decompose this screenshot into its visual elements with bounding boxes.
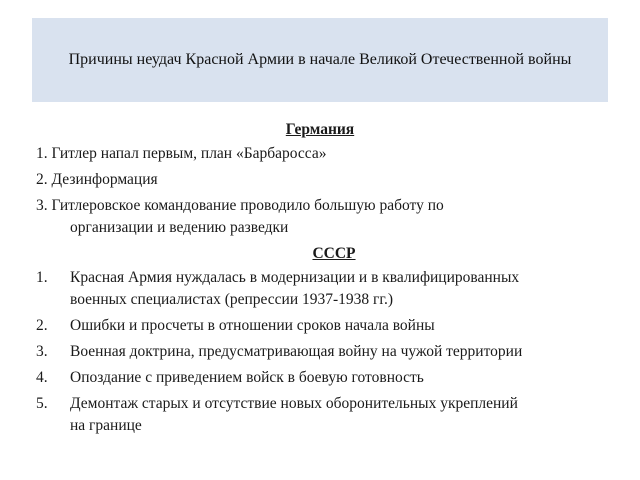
ussr-item-4-text: Опоздание с приведением войск в боевую готовность	[70, 369, 424, 386]
ussr-item-1-line2: военных специалистах (репрессии 1937-1938 гг.)	[70, 291, 394, 308]
ussr-item-5-text	[70, 393, 604, 437]
germany-heading: Германия	[285, 121, 355, 138]
ussr-item-5	[36, 393, 604, 437]
slide-title: Причины неудач Красной Армии в начале Великой Отечественной войны	[68, 51, 572, 68]
ussr-item-3-number: 3.	[36, 343, 48, 360]
ussr-item-1-number: 1.	[36, 269, 48, 286]
ussr-item-2-number: 2.	[36, 317, 48, 334]
ussr-item-2-text: Ошибки и просчеты в отношении сроков начала войны	[70, 317, 435, 334]
slide-content	[36, 119, 604, 441]
germany-item-1: 1. Гитлер напал первым, план «Барбаросса»	[36, 145, 327, 162]
germany-item-2: 2. Дезинформация	[36, 171, 158, 188]
ussr-item-2	[36, 315, 604, 337]
ussr-item-5-line1: Демонтаж старых и отсутствие новых оборонительных укреплений	[70, 395, 518, 412]
germany-item-3-line2: организации и ведению разведки	[70, 219, 289, 236]
germany-item-3	[36, 195, 604, 239]
ussr-item-4-number: 4.	[36, 369, 48, 386]
germany-item-3-line1: 3. Гитлеровское командование проводило большую работу по	[36, 197, 444, 214]
ussr-item-5-line2: на границе	[70, 417, 142, 434]
ussr-heading: СССР	[312, 245, 356, 262]
slide-title-box	[32, 18, 608, 102]
ussr-item-1-text	[70, 267, 604, 311]
ussr-item-5-number: 5.	[36, 395, 48, 412]
ussr-item-1-line1: Красная Армия нуждалась в модернизации и в квалифицированных	[70, 269, 520, 286]
ussr-item-4	[36, 367, 604, 389]
ussr-item-3	[36, 341, 604, 363]
ussr-item-1	[36, 267, 604, 311]
ussr-item-3-text: Военная доктрина, предусматривающая войну на чужой территории	[70, 343, 523, 360]
